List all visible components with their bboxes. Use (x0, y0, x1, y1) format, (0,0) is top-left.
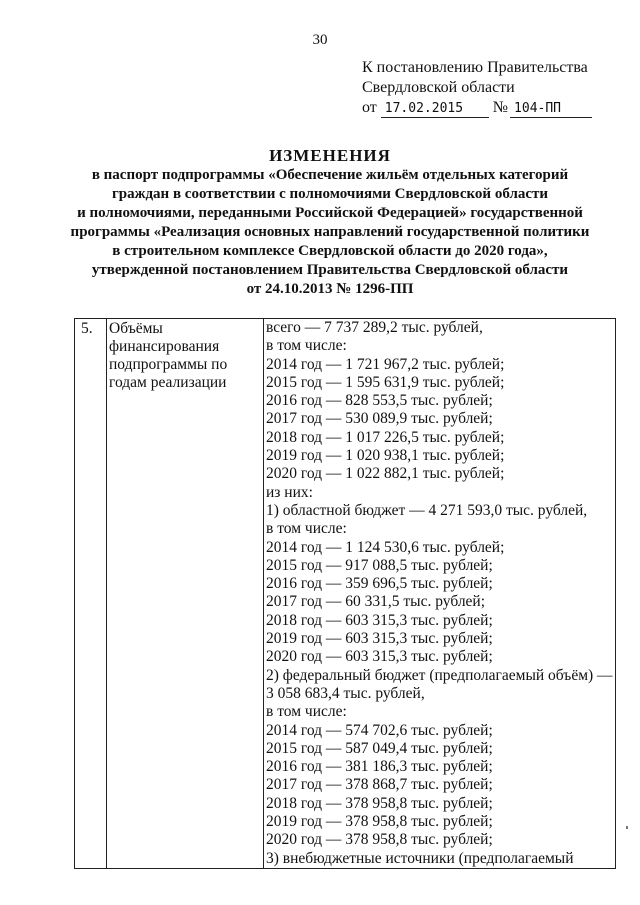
value-line: 2016 год — 359 696,5 тыс. рублей; (266, 575, 493, 593)
value-line: 2018 год — 378 958,8 тыс. рублей; (266, 794, 493, 812)
title-line: от 24.10.2013 № 1296-ПП (246, 281, 414, 297)
value-line: 2016 год — 828 553,5 тыс. рублей; (266, 392, 493, 410)
page-number: 30 (312, 32, 328, 48)
number-prefix: № (492, 99, 509, 116)
value-line: 2014 год — 574 702,6 тыс. рублей; (266, 721, 493, 739)
table-row (75, 319, 616, 869)
funding-table (74, 318, 616, 869)
value-line: 2019 год — 1 020 938,1 тыс. рублей; (266, 447, 505, 465)
row-value-cell (264, 319, 616, 869)
date-prefix: от (362, 99, 377, 116)
value-line: 2) федеральный бюджет (предполагаемый объём) — (266, 666, 613, 684)
value-line: 3) внебюджетные источники (предполагаемый (266, 849, 574, 867)
title-line: программы «Реализация основных направлений государственной политики (70, 224, 590, 240)
value-line: 2014 год — 1 721 967,2 тыс. рублей; (266, 355, 505, 373)
value-line: 2017 год — 530 089,9 тыс. рублей; (266, 410, 493, 428)
value-line: 2020 год — 1 022 882,1 тыс. рублей; (266, 465, 505, 483)
value-line: из них: (266, 483, 313, 501)
value-line: 2015 год — 1 595 631,9 тыс. рублей; (266, 373, 505, 391)
decree-date: 17.02.2015 (381, 101, 489, 118)
value-line: 1) областной бюджет — 4 271 593,0 тыс. рублей, (266, 501, 588, 519)
value-line: в том числе: (266, 703, 347, 721)
value-line: 2020 год — 603 315,3 тыс. рублей; (266, 648, 493, 666)
title-line: в паспорт подпрограммы «Обеспечение жильём отдельных категорий (91, 167, 569, 183)
title-line: и полномочиями, переданными Российской Федерацией» государственной (77, 205, 583, 221)
value-line: в том числе: (266, 520, 347, 538)
value-line: 2017 год — 60 331,5 тыс. рублей; (266, 593, 486, 611)
value-line: 2019 год — 378 958,8 тыс. рублей; (266, 813, 493, 831)
value-line: 2016 год — 381 186,3 тыс. рублей; (266, 758, 493, 776)
title-heading: ИЗМЕНЕНИЯ (269, 146, 391, 165)
label-line: подпрограммы по (109, 356, 228, 373)
value-line: 2019 год — 603 315,3 тыс. рублей; (266, 630, 493, 648)
value-line: 3 058 683,4 тыс. рублей, (266, 684, 425, 702)
row-label-cell (107, 319, 264, 869)
row-number-cell (75, 319, 107, 869)
addressee-block (362, 58, 622, 118)
decree-number: 104-ПП (510, 101, 592, 118)
addressee-line-1: К постановлению Правительства (362, 59, 588, 76)
row-number: 5. (81, 320, 93, 337)
value-line: 2015 год — 917 088,5 тыс. рублей; (266, 556, 493, 574)
value-line: в том числе: (266, 337, 347, 355)
title-line: граждан в соответствии с полномочиями Свердловской области (111, 186, 549, 202)
title-line: в строительном комплексе Свердловской области до 2020 года», (112, 243, 548, 259)
value-line: всего — 7 737 289,2 тыс. рублей, (266, 319, 483, 336)
value-line: 2018 год — 1 017 226,5 тыс. рублей; (266, 428, 505, 446)
document-title (60, 146, 600, 299)
value-line: 2015 год — 587 049,4 тыс. рублей; (266, 739, 493, 757)
title-line: утвержденной постановлением Правительства Свердловской области (91, 262, 569, 278)
value-line: 2014 год — 1 124 530,6 тыс. рублей; (266, 538, 505, 556)
value-line: 2020 год — 378 958,8 тыс. рублей; (266, 831, 493, 849)
value-line: 2017 год — 378 868,7 тыс. рублей; (266, 776, 493, 794)
label-line: финансирования (109, 338, 220, 355)
decree-reference (362, 98, 622, 118)
label-line: Объёмы (109, 320, 163, 337)
scan-speck (626, 826, 628, 829)
value-line: 2018 год — 603 315,3 тыс. рублей; (266, 611, 493, 629)
label-line: годам реализации (109, 374, 227, 391)
addressee-line-2: Свердловской области (362, 79, 515, 96)
